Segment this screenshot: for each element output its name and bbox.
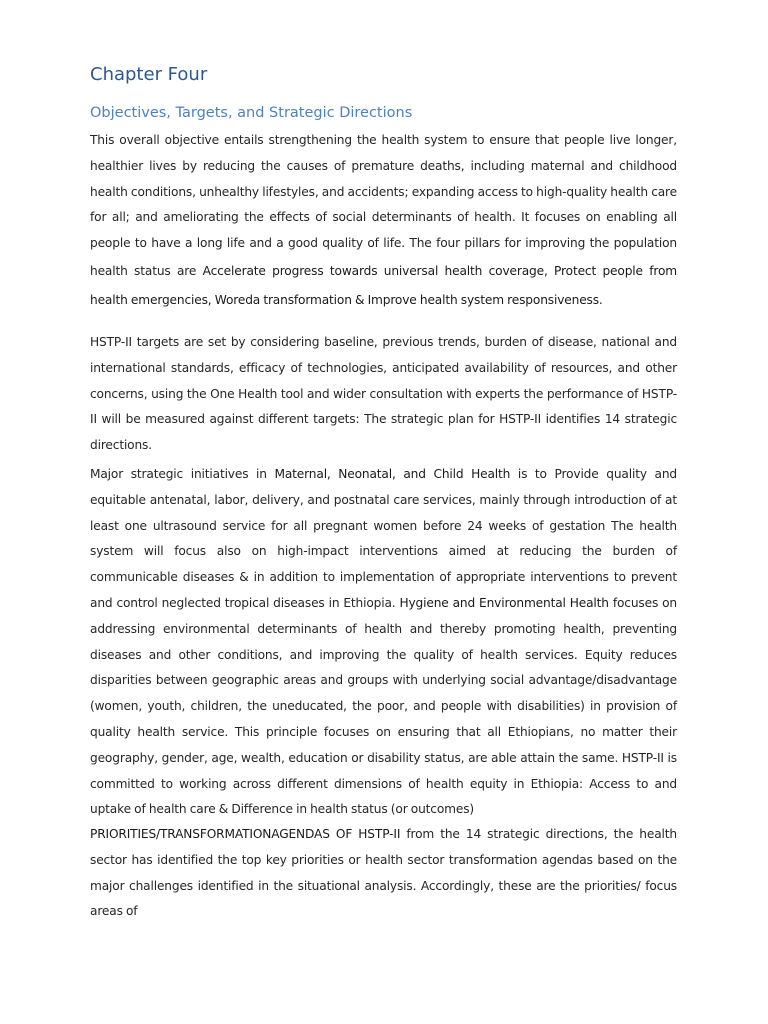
strategic-initiatives-paragraph: [90, 462, 677, 823]
objective-paragraph: [90, 128, 677, 316]
initiatives-body: is to Provide quality and equitable antenatal, labor, delivery, and postnatal care services, mainly through introduction of at least one ultrasound service for all pregnant women before 24 weeks of gestation The health system will focus also on high-impact interventions aimed at reducing the burden of communicable diseases & in addition to implementation of appropriate interventions to prevent and control neglected tropical diseases in Ethiopia.: [90, 467, 677, 610]
targets-paragraph: HSTP-II targets are set by considering baseline, previous trends, burden of disease, national and international standards, efficacy of technologies, anticipated availability of resources, and other concerns, using the One Health tool and wider consultation with experts the performance of HSTP-II will be measured against different targets: The strategic plan for HSTP-II identifies 14 strategic directions.: [90, 335, 677, 453]
chapter-title: Chapter Four: [90, 64, 208, 85]
initiatives-intro: Major strategic initiatives in: [90, 467, 275, 481]
four-pillars-text: Accelerate progress towards universal health coverage, Protect people from health emergencies, Woreda transformation & Improve health system responsiveness.: [90, 263, 677, 308]
objective-text: This overall objective entails strengthening the health system to ensure that people live longer, healthier lives by reducing the causes of premature deaths, including maternal and childhood health conditions, unhealthy lifestyles, and accidents; expanding access to high-quality health care for all; and ameliorating the effects of social determinants of health. It focuses on enabling all people to have a long life and a good quality of life. The four pillars for improving the population health status are: [90, 133, 677, 278]
section-heading: Objectives, Targets, and Strategic Directions: [90, 105, 413, 121]
priorities-body: from the 14 strategic directions, the health sector has identified the top key priorities or health sector transformation agendas based on the major challenges identified in the situational analysis. Accordingly, these are the priorities/ focus areas of: [90, 827, 677, 919]
mnch-term: Maternal, Neonatal, and Child Health: [274, 467, 511, 481]
priorities-lead: PRIORITIES/TRANSFORMATIONAGENDAS OF HSTP-II: [90, 827, 401, 841]
priorities-paragraph: [90, 822, 677, 925]
equity-body: focuses on addressing environmental determinants of health and thereby promoting health, preventing diseases and other conditions, and improving the quality of health services. Equity reduces disparities between geographic areas and groups with underlying social advantage/disadvantage (women, youth, children, the uneducated, the poor, and people with disabilities) in provision of quality health service. This principle focuses on ensuring that all Ethiopians, no matter their geography, gender, age, wealth, education or disability status, are able attain the same. HSTP-II is committed to working across different dimensions of health equity in Ethiopia: Access to and uptake of health care & Difference in health status (or outcomes): [90, 595, 678, 817]
hygiene-term: Hygiene and Environmental Health: [399, 595, 609, 610]
